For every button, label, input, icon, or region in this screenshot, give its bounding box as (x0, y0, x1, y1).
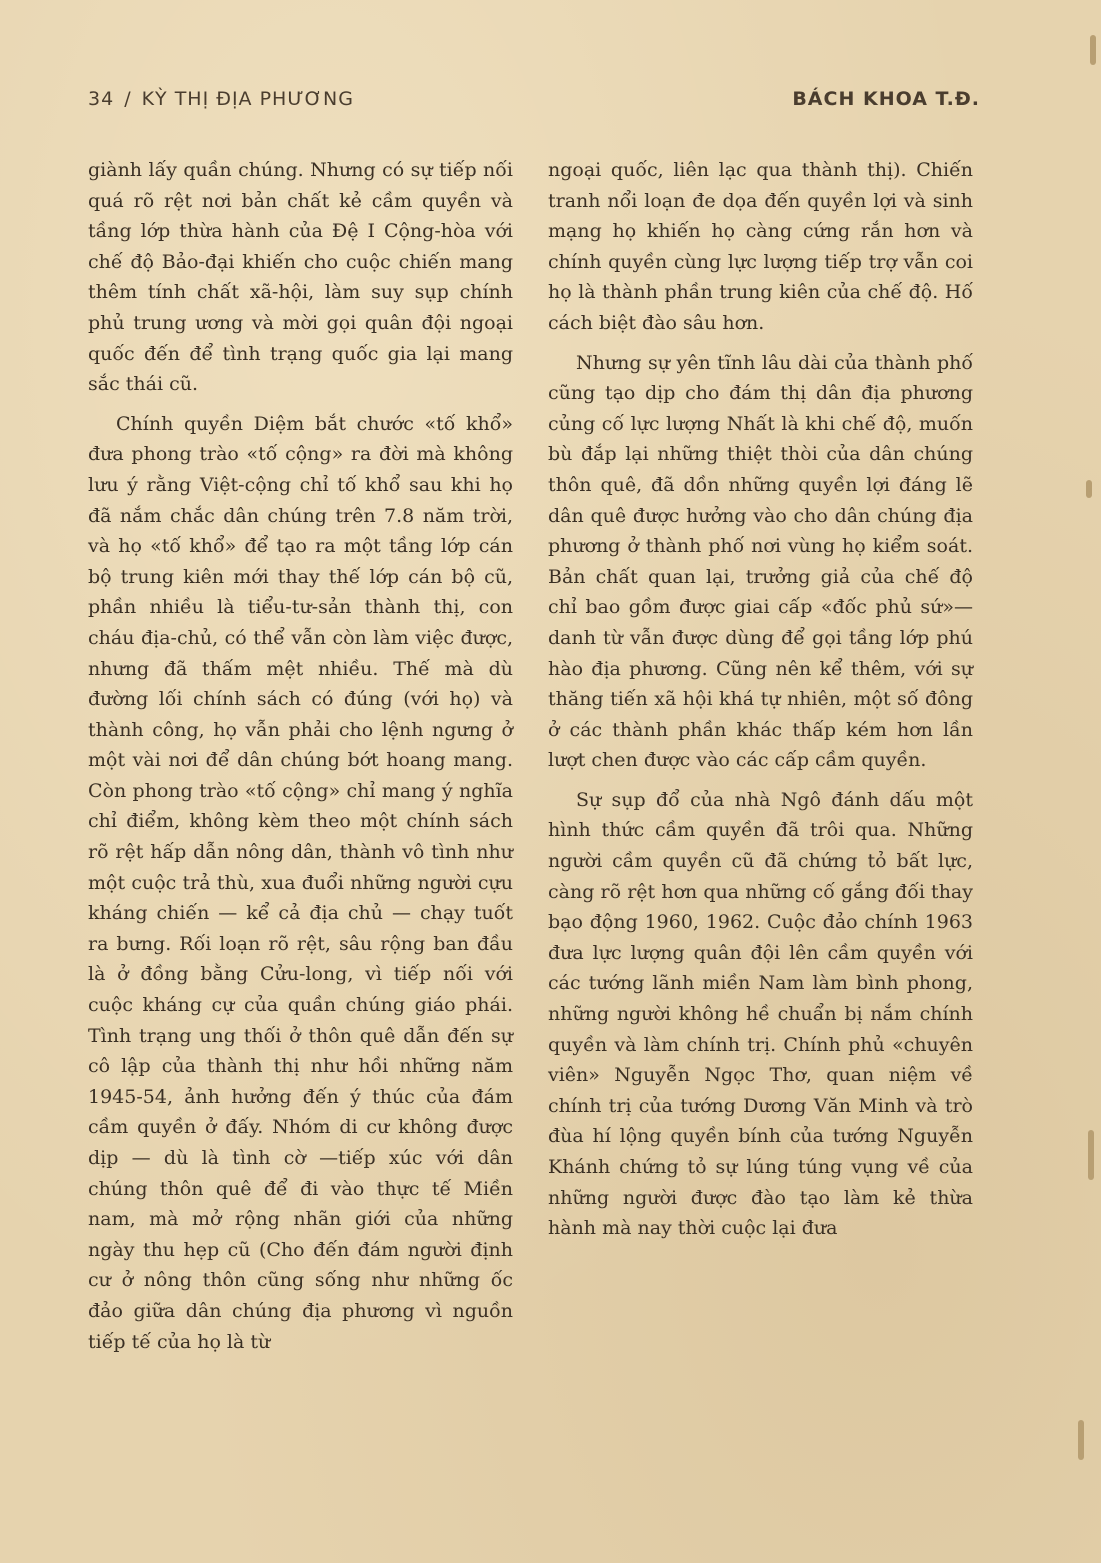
right-paragraph-2: Nhưng sự yên tĩnh lâu dài của thành phố cũng tạo dịp cho đám thị dân địa phương củng cố lực lượng Nhất là khi chế độ, muốn bù đắp lại những thiệt thòi của dân chúng thôn quê, đã dồn những quyền lợi đáng lẽ dân quê được hưởng vào cho dân chúng địa phương ở thành phố nơi vùng họ kiểm soát. Bản chất quan lại, trưởng giả của chế độ chỉ bao gồm được giai cấp «đốc phủ sứ»— danh từ vẫn được dùng để gọi tầng lớp phú hào địa phương. Cũng nên kể thêm, với sự thăng tiến xã hội khá tự nhiên, một số đông ở các thành phần khác thấp kém hơn lần lượt chen được vào các cấp cầm quyền. (548, 351, 973, 772)
header-separator: / (124, 88, 132, 110)
page-number: 34 (88, 88, 115, 110)
page-edge-mark (1088, 1130, 1094, 1180)
left-column (88, 155, 513, 1366)
page-edge-mark (1086, 480, 1092, 498)
publication-name: BÁCH KHOA T.Đ. (792, 88, 980, 110)
page-edge-mark (1078, 1420, 1084, 1460)
page-edge-mark (1090, 35, 1096, 65)
left-paragraph-1: giành lấy quần chúng. Nhưng có sự tiếp nối quá rõ rệt nơi bản chất kẻ cầm quyền và tầng lớp thừa hành của Đệ I Cộng-hòa với chế độ Bảo-đại khiến cho cuộc chiến mang thêm tính chất xã-hội, làm suy sụp chính phủ trung ương và mời gọi quân đội ngoại quốc đến để tình trạng quốc gia lại mang sắc thái cũ. (88, 159, 513, 396)
right-paragraph-3: Sự sụp đổ của nhà Ngô đánh dấu một hình thức cầm quyền đã trôi qua. Những người cầm quyền cũ đã chứng tỏ bất lực, càng rõ rệt hơn qua những cố gắng đối thay bạo động 1960, 1962. Cuộc đảo chính 1963 đưa lực lượng quân đội lên cầm quyền với các tướng lãnh miền Nam làm bình phong, những người không hề chuẩn bị nắm chính quyền và làm chính trị. Chính phủ «chuyên viên» Nguyễn Ngọc Thơ, quan niệm về chính trị của tướng Dương Văn Minh và trò đùa hí lộng quyền bính của tướng Nguyễn Khánh chứng tỏ sự lúng túng vụng về của những người được đào tạo làm kẻ thừa hành mà nay thời cuộc lại đưa (548, 788, 973, 1240)
right-column (548, 155, 973, 1253)
section-title: KỲ THỊ ĐỊA PHƯƠNG (141, 88, 354, 110)
running-header (88, 88, 980, 118)
right-paragraph-1: ngoại quốc, liên lạc qua thành thị). Chiến tranh nổi loạn đe dọa đến quyền lợi và sinh mạng họ khiến họ càng cứng rắn hơn và chính quyền cùng lực lượng tiếp trợ vẫn coi họ là thành phần trung kiên của chế độ. Hố cách biệt đào sâu hơn. (548, 159, 973, 334)
left-paragraph-2: Chính quyền Diệm bắt chước «tố khổ» đưa phong trào «tố cộng» ra đời mà không lưu ý rằng Việt-cộng chỉ tố khổ sau khi họ đã nắm chắc dân chúng trên 7.8 năm trời, và họ «tố khổ» để tạo ra một tầng lớp cán bộ trung kiên mới thay thế lớp cán bộ cũ, phần nhiều là tiểu-tư-sản thành thị, con cháu địa-chủ, có thể vẫn còn làm việc được, nhưng đã thấm mệt nhiều. Thế mà dù đường lối chính sách có đúng (với họ) và thành công, họ vẫn phải cho lệnh ngưng ở một vài nơi để dân chúng bớt hoang mang. Còn phong trào «tố cộng» chỉ mang ý nghĩa chỉ điểm, không kèm theo một chính sách rõ rệt hấp dẫn nông dân, thành vô tình như một cuộc trả thù, xua đuổi những người cựu kháng chiến — kể cả địa chủ — chạy tuốt ra bưng. Rối loạn rõ rệt, sâu rộng ban đầu là ở đồng bằng Cửu-long, vì tiếp nối với cuộc kháng cự của quần chúng giáo phái. Tình trạng ung thối ở thôn quê dẫn đến sự cô lập của thành thị như hồi những năm 1945-54, ảnh hưởng đến ý thúc của đám cầm quyền ở đấy. Nhóm di cư không được dịp — dù là tình cờ —tiếp xúc với dân chúng thôn quê để đi vào thực tế Miền nam, mà mở rộng nhãn giới của những ngày thu hẹp cũ (Cho đến đám người định cư ở nông thôn cũng sống như những ốc đảo giữa dân chúng địa phương vì nguồn tiếp tế của họ là từ (88, 412, 513, 1353)
header-left (88, 88, 354, 110)
